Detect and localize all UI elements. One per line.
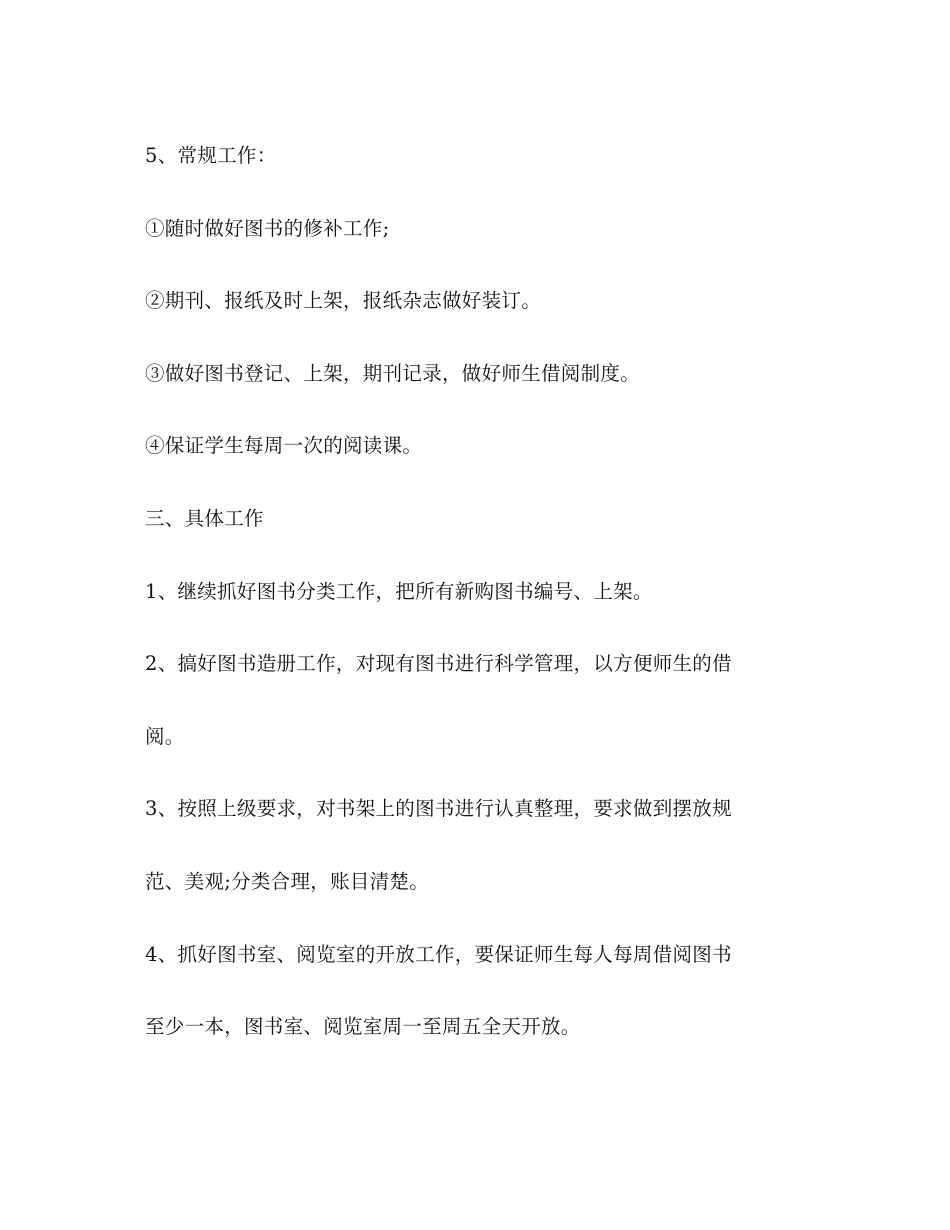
paragraph-line: 范、美观;分类合理，账目清楚。 bbox=[145, 869, 430, 893]
list-item: ①随时做好图书的修补工作; bbox=[145, 216, 390, 240]
paragraph-line: 至少一本，图书室、阅览室周一至周五全天开放。 bbox=[145, 1015, 581, 1039]
section-item-heading: 5、常规工作： bbox=[145, 144, 277, 167]
list-item: ③做好图书登记、上架，期刊记录，做好师生借阅制度。 bbox=[145, 361, 641, 385]
paragraph-line: 4、抓好图书室、阅览室的开放工作，要保证师生每人每周借阅图书 bbox=[145, 942, 732, 966]
section-heading: 三、具体工作 bbox=[145, 506, 264, 530]
paragraph-line: 2、搞好图书造册工作，对现有图书进行科学管理，以方便师生的借 bbox=[145, 652, 732, 676]
paragraph-line: 3、按照上级要求，对书架上的图书进行认真整理，要求做到摆放规 bbox=[145, 797, 732, 821]
list-item: ②期刊、报纸及时上架，报纸杂志做好装订。 bbox=[145, 289, 542, 313]
paragraph-line: 1、继续抓好图书分类工作，把所有新购图书编号、上架。 bbox=[145, 579, 653, 603]
list-item: ④保证学生每周一次的阅读课。 bbox=[145, 434, 423, 458]
paragraph-line: 阅。 bbox=[145, 724, 185, 748]
document-body bbox=[145, 136, 805, 1080]
